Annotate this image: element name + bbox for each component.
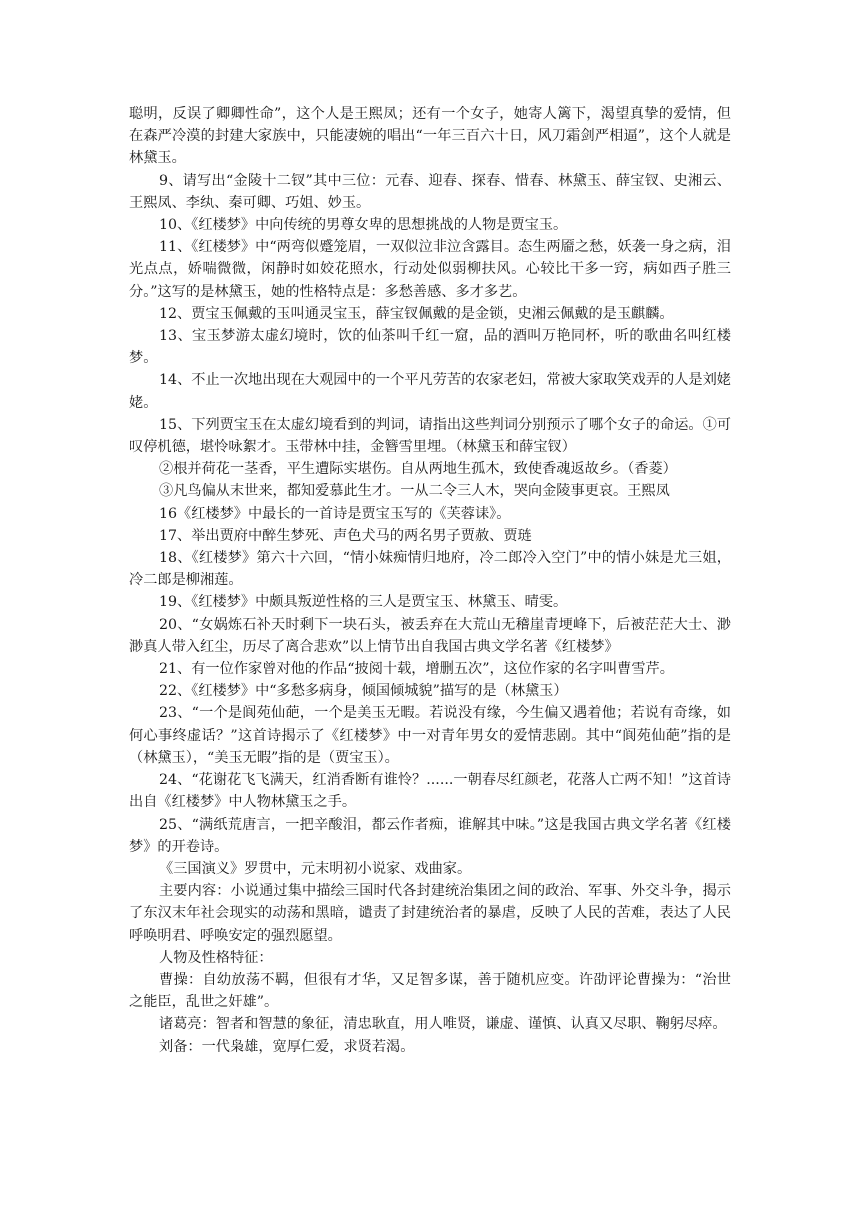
paragraph: 21、有一位作家曾对他的作品“披阅十载，增删五次”，这位作家的名字叫曹雪芹。 (159, 661, 674, 678)
paragraph: 22、《红楼梦》中“多愁多病身，倾国倾城貌”描写的是（林黛玉） (159, 683, 568, 700)
paragraph: 14、不止一次地出现在大观园中的一个平凡劳苦的农家老妇，常被大家取笑戏弄的人是刘姥姥。 (129, 372, 731, 411)
paragraph: 24、“花谢花飞飞满天，红消香断有谁怜？......一朝春尽红颜老，花落人亡两不知！”这首诗出自《红楼梦》中人物林黛玉之手。 (129, 772, 731, 811)
paragraph: 19、《红楼梦》中颇具叛逆性格的三人是贾宝玉、林黛玉、晴雯。 (159, 594, 568, 611)
paragraph: 诸葛亮：智者和智慧的象征，清忠耿直，用人唯贤，谦虚、谨慎、认真又尽职、鞠躬尽瘁。 (159, 1016, 727, 1033)
paragraph: 10、《红楼梦》中向传统的男尊女卑的思想挑战的人物是贾宝玉。 (159, 217, 568, 234)
paragraph: 《三国演义》罗贯中，元末明初小说家、戏曲家。 (159, 860, 472, 877)
paragraph: 12、贾宝玉佩戴的玉叫通灵宝玉，薛宝钗佩戴的是金锁，史湘云佩戴的是玉麒麟。 (159, 305, 674, 322)
paragraph: ③凡鸟偏从末世来，都知爱慕此生才。一从二令三人木，哭向金陵事更哀。王熙凤 (159, 483, 670, 500)
paragraph: 16《红楼梦》中最长的一首诗是贾宝玉写的《芙蓉诔》。 (159, 505, 511, 522)
paragraph: 曹操：自幼放荡不羁，但很有才华，又足智多谋，善于随机应变。许劭评论曹操为：“治世之能臣，乱世之奸雄”。 (129, 971, 731, 1011)
paragraph: 11、《红楼梦》中“两弯似蹙笼眉，一双似泣非泣含露目。态生两靥之愁，妖袭一身之病，泪光点点，娇喘微微，闲静时如姣花照水，行动处似弱柳扶风。心较比干多一窍，病如西子胜三分。”这写的是林黛玉，她的性格特点是：多愁善感、多才多艺。 (129, 239, 731, 300)
paragraph: 20、“女娲炼石补天时剩下一块石头，被丢弃在大荒山无稽崖青埂峰下，后被茫茫大士、渺渺真人带入红尘，历尽了离合悲欢”以上情节出自我国古典文学名著《红楼梦》 (129, 616, 731, 655)
document-body (129, 103, 731, 1058)
paragraph: 25、“满纸荒唐言，一把辛酸泪，都云作者痴，谁解其中味。”这是我国古典文学名著《红楼梦》的开卷诗。 (129, 816, 731, 855)
paragraph: 9、请写出“金陵十二钗”其中三位：元春、迎春、探春、惜春、林黛玉、薛宝钗、史湘云、王熙凤、李纨、秦可卿、巧姐、妙玉。 (129, 172, 731, 211)
paragraph: 17、举出贾府中醉生梦死、声色犬马的两名男子贾赦、贾琏 (159, 527, 532, 544)
paragraph: 13、宝玉梦游太虚幻境时，饮的仙茶叫千红一窟，品的酒叫万艳同杯，听的歌曲名叫红楼梦。 (129, 328, 731, 367)
paragraph: 人物及性格特征： (159, 949, 273, 966)
paragraph: 18、《红楼梦》第六十六回，“情小妹痴情归地府，冷二郎冷入空门”中的情小妹是尤三姐，冷二郎是柳湘莲。 (129, 550, 731, 589)
paragraph: 刘备：一代枭雄，宽厚仁爱，求贤若渴。 (159, 1038, 415, 1055)
paragraph: 15、下列贾宝玉在太虚幻境看到的判词，请指出这些判词分别预示了哪个女子的命运。①可叹停机德，堪怜咏絮才。玉带林中挂，金簪雪里埋。（林黛玉和薛宝钗） (129, 416, 731, 456)
paragraph: 聪明，反误了卿卿性命”，这个人是王熙凤；还有一个女子，她寄人篱下，渴望真挚的爱情，但在森严冷漠的封建大家族中，只能凄婉的唱出“一年三百六十日，风刀霜剑严相逼”，这个人就是林黛玉。 (129, 106, 731, 167)
paragraph: 23、“一个是阆苑仙葩，一个是美玉无暇。若说没有缘，今生偏又遇着他；若说有奇缘，如何心事终虚话？”这首诗揭示了《红楼梦》中一对青年男女的爱情悲剧。其中“阆苑仙葩”指的是（林黛玉），“美玉无暇”指的是（贾宝玉）。 (129, 705, 731, 766)
paragraph: 主要内容：小说通过集中描绘三国时代各封建统治集团之间的政治、军事、外交斗争，揭示了东汉末年社会现实的动荡和黑暗，谴责了封建统治者的暴虐，反映了人民的苦难，表达了人民呼唤明君、呼唤安定的强烈愿望。 (129, 883, 731, 944)
paragraph: ②根并荷花一茎香，平生遭际实堪伤。自从两地生孤木，致使香魂返故乡。（香菱） (159, 461, 677, 478)
